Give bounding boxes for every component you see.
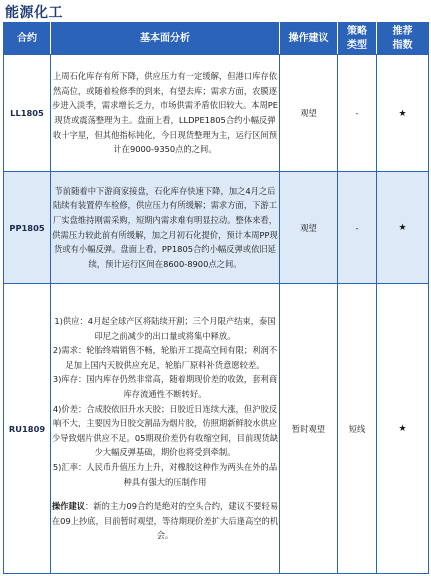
strategy-table — [3, 22, 429, 574]
recommend-index-cell — [377, 55, 429, 172]
analysis-paragraph: 1)供应：4月起全球产区将陆续开割；三个月限产结束，泰国印尼之前减少的出口量或将集中释放。 — [54, 316, 276, 341]
table-row — [4, 55, 429, 172]
analysis-cell: 上周石化库存有所下降，供应压力有一定缓解，但港口库存依然高位，或随着检修季的到来，有望去库；需求方面，农膜逐步进入淡季，需求增长乏力，市场供需矛盾依旧较大。本周PE现货或震荡整理为主。盘面上看，LLDPE1805合约小幅反弹收十字星，但其他指标钝化，今日现货整理为主，运行区间预计在9000-9350点的之间。 — [51, 55, 280, 172]
section-title: 能源化工 — [5, 5, 63, 21]
analysis-cell — [51, 284, 280, 574]
strategy-cell: 短线 — [338, 284, 377, 574]
strategy-cell: - — [338, 172, 377, 284]
table-row — [4, 172, 429, 284]
analysis-paragraph: 4)价差：合成胶依旧升水天胶；日胶近日连续大涨，但沪胶反响不大，主要因为日胶交割品为烟片胶，仿照期新鲜胶水供应少导致烟片供应不足。05期现价差仍有收缩空间，目前现货缺少大幅反弹基础，期价也将受到牵制。 — [51, 403, 279, 458]
header-suggestion: 操作建议 — [280, 23, 338, 55]
advice-label: 操作建议 — [51, 501, 86, 512]
analysis-paragraph: 5)汇率：人民币升值压力上升，对橡胶这种作为两头在外的品种具有强大的压制作用 — [52, 461, 278, 487]
advice-text: ：新的主力09合约是绝对的空头合约，建议不要轻易在09上抄底，目前暂时观望，等待期现价差扩大后逢高空的机会。 — [51, 501, 279, 541]
header-strategy-type: 策略 类型 — [338, 23, 377, 55]
recommend-index-cell — [377, 284, 429, 574]
recommend-index-cell — [377, 172, 429, 284]
suggestion-cell: 观望 — [280, 172, 338, 284]
suggestion-cell: 暂时观望 — [280, 284, 338, 574]
star-icon: ★ — [398, 108, 407, 119]
header-analysis: 基本面分析 — [51, 23, 280, 55]
star-icon: ★ — [398, 223, 407, 233]
paragraph-gap — [51, 489, 279, 499]
contract-cell: PP1805 — [4, 172, 51, 284]
table-header-row — [4, 23, 429, 55]
suggestion-cell: 观望 — [280, 55, 338, 172]
analysis-cell: 节前随着中下游商家接盘，石化库存快速下降，加之4月之后陆续有装置停车检修，供应压力有所缓解；需求方面，下游工厂实盘维持刚需采购，短期内需求难有明显拉动。整体来看，供需压力较此前有所缓解，加之月初石化提价，预计本周PP现货或有小幅反弹。盘面上看，PP1805合约小幅反弹或依旧延续，预计运行区间在8600-8900点之间。 — [51, 172, 280, 284]
contract-cell: LL1805 — [4, 55, 51, 172]
header-contract: 合约 — [4, 23, 51, 55]
contract-cell: RU1809 — [4, 284, 51, 574]
strategy-cell: - — [338, 55, 377, 172]
table-row — [4, 284, 429, 574]
advice-paragraph — [51, 499, 279, 543]
analysis-paragraph: 2)需求：轮胎终端销售不畅，轮胎开工提高空间有限；利润不足加上国内天胶供应充足，轮胎厂原料补货意愿较差。 — [52, 345, 278, 370]
header-recommend-index: 推荐 指数 — [377, 23, 429, 55]
star-icon: ★ — [398, 424, 407, 434]
analysis-paragraph: 3)库存：国内库存仍然非常高，随着期现价差的收敛，套利商库存流通性不断转好。 — [52, 374, 278, 400]
